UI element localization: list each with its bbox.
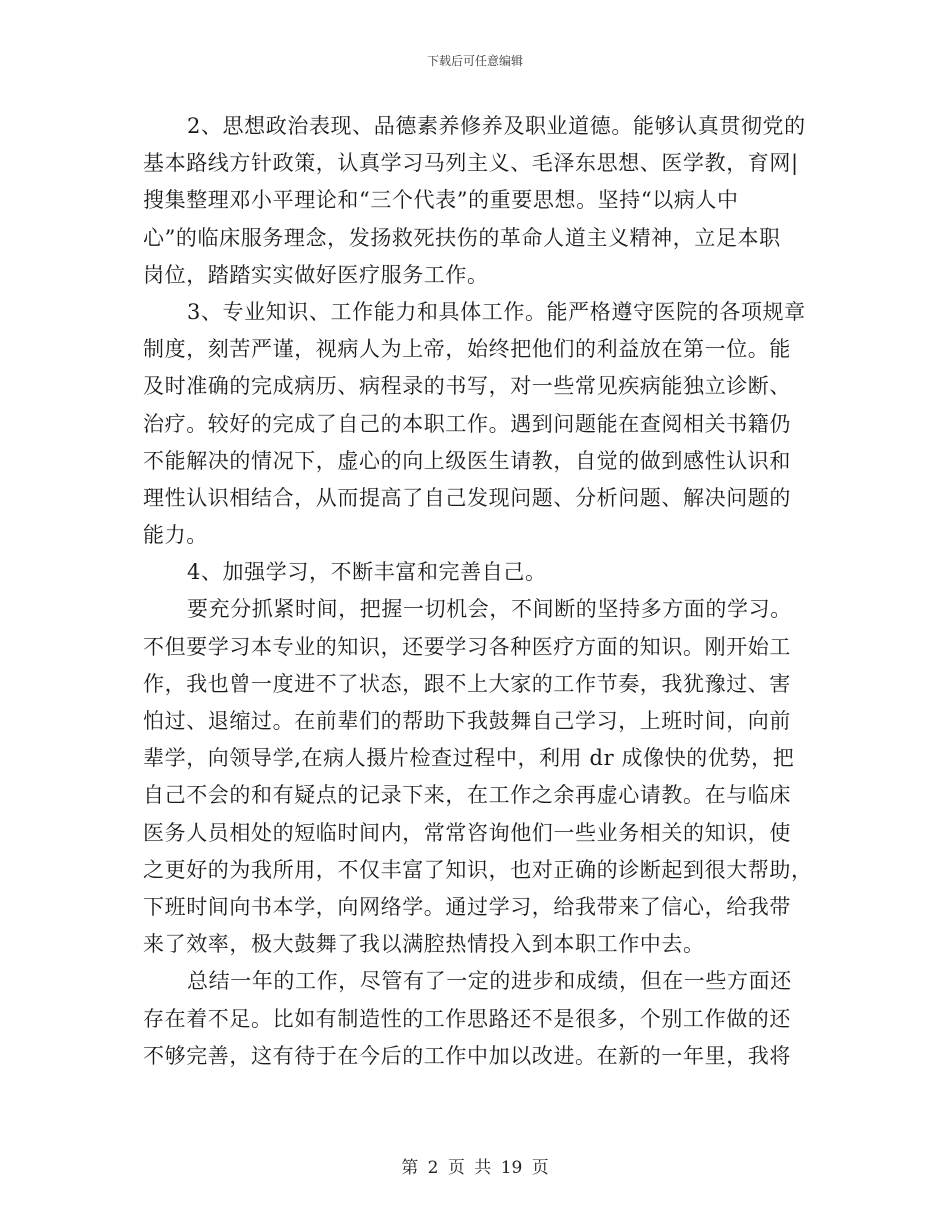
- text-line: 下班时间向书本学，向网络学。通过学习，给我带来了信心，给我带: [143, 894, 791, 919]
- text-line: 不够完善，这有待于在今后的工作中加以改进。在新的一年里，我将: [143, 1043, 791, 1068]
- text-line: 4、加强学习，不断丰富和完善自己。: [187, 560, 547, 585]
- text-line: 来了效率，极大鼓舞了我以满腔热情投入到本职工作中去。: [143, 932, 705, 957]
- text-line: 自己不会的和有疑点的记录下来，在工作之余再虚心请教。在与临床: [143, 783, 791, 808]
- text-line: 不能解决的情况下，虚心的向上级医生请教，自觉的做到感性认识和: [143, 448, 791, 473]
- text-line: 及时准确的完成病历、病程录的书写，对一些常见疾病能独立诊断、: [143, 374, 791, 399]
- text-line: 能力。: [143, 523, 208, 548]
- text-line: 基本路线方针政策，认真学习马列主义、毛泽东思想、医学教，育网|: [143, 151, 799, 176]
- text-line: 存在着不足。比如有制造性的工作思路还不是很多，个别工作做的还: [143, 1006, 791, 1031]
- text-line: 心”的临床服务理念，发扬救死扶伤的革命人道主义精神，立足本职: [143, 225, 781, 250]
- text-line: 怕过、退缩过。在前辈们的帮助下我鼓舞自己学习，上班时间，向前: [143, 709, 791, 733]
- text-line: 岗位，踏踏实实做好医疗服务工作。: [143, 262, 489, 287]
- page-footer: 第 2 页 共 19 页: [401, 1158, 549, 1178]
- text-line: 作，我也曾一度进不了状态，跟不上大家的工作节奏，我犹豫过、害: [143, 671, 791, 696]
- document-body: [143, 108, 811, 1075]
- text-line: 制度，刻苦严谨，视病人为上帝，始终把他们的利益放在第一位。能: [143, 337, 791, 362]
- page-header: 下载后可任意编辑: [426, 54, 523, 68]
- text-line: 2、思想政治表现、品德素养修养及职业道德。能够认真贯彻党的: [187, 114, 806, 138]
- text-line: 之更好的为我所用，不仅丰富了知识，也对正确的诊断起到很大帮助，: [143, 857, 813, 882]
- text-line: 总结一年的工作，尽管有了一定的进步和成绩，但在一些方面还: [187, 969, 792, 994]
- text-line: 治疗。较好的完成了自己的本职工作。遇到问题能在查阅相关书籍仍: [143, 411, 791, 436]
- text-line: 不但要学习本专业的知识，还要学习各种医疗方面的知识。刚开始工: [143, 634, 791, 659]
- text-line: 搜集整理邓小平理论和“三个代表”的重要思想。坚持“以病人中: [143, 188, 739, 213]
- text-line: 要充分抓紧时间，把握一切机会，不间断的坚持多方面的学习。: [187, 597, 792, 622]
- text-line: 3、专业知识、工作能力和具体工作。能严格遵守医院的各项规章: [187, 299, 806, 324]
- text-line: 理性认识相结合，从而提高了自己发现问题、分析问题、解决问题的: [143, 485, 791, 510]
- text-line: 辈学，向领导学,在病人摄片检查过程中，利用 dr 成像快的优势，把: [143, 746, 795, 771]
- text-line: 医务人员相处的短临时间内，常常咨询他们一些业务相关的知识，使: [143, 820, 791, 845]
